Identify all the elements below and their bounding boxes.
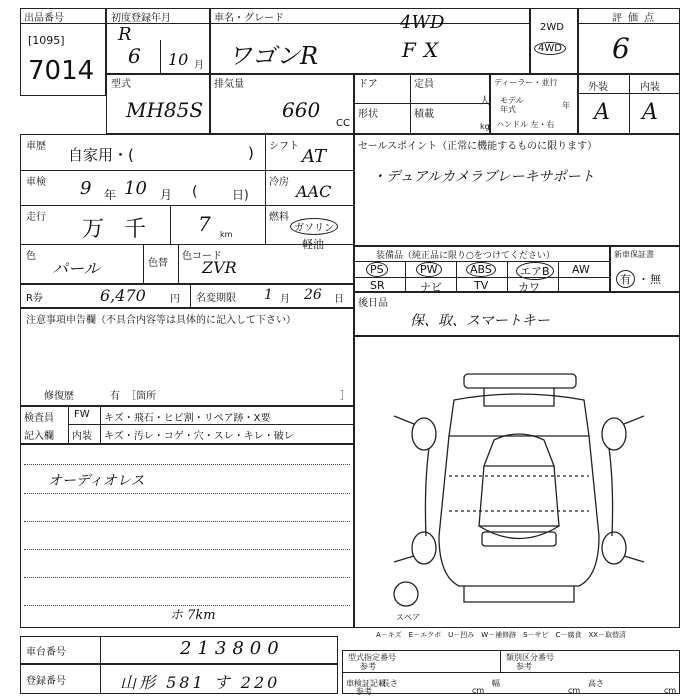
- dealer-year-label: 年式: [500, 105, 516, 114]
- damage-legend: A－キズ E－エクボ U－凹み W－補修跡 S－サビ C－腐食 XX－取替済: [376, 631, 627, 639]
- cooling-value: AAC: [296, 182, 332, 201]
- inspector-in-items: キズ・汚レ・コゲ・穴・スレ・キレ・破レ: [104, 431, 294, 442]
- reg-month: 10: [168, 50, 189, 69]
- inspector-in: 内装: [72, 431, 92, 442]
- inspection-day-open: (: [192, 184, 198, 200]
- spec-ref-2: 参考: [516, 662, 532, 671]
- shift-value: AT: [302, 146, 327, 167]
- equip-airbag-circled: エアB: [516, 262, 554, 280]
- inspection-month: 10: [124, 178, 147, 199]
- expiry-month: 1: [264, 287, 273, 303]
- history-value: 自家用・(: [68, 146, 134, 164]
- car-label: 車名・グレード: [214, 13, 284, 24]
- reg-year: 6: [128, 44, 141, 68]
- reg-month-unit: 月: [194, 60, 204, 71]
- equip-sr: SR: [370, 279, 385, 292]
- repair-bracket: ［箇所: [126, 391, 156, 402]
- int-label: 内装: [640, 82, 660, 93]
- spec-length-cm: cm: [472, 686, 485, 695]
- repair-close: ］: [340, 391, 350, 402]
- recycle-label: R券: [26, 293, 43, 304]
- cap-unit: 人: [480, 96, 490, 107]
- ext-label: 外装: [588, 82, 608, 93]
- spec-class-label: 類別区分番号: [506, 653, 554, 662]
- recycle-value: 6,470: [100, 286, 146, 305]
- disp-value: 660: [282, 98, 321, 122]
- spare-label: スペア: [396, 613, 420, 622]
- load-label: 積載: [414, 109, 434, 120]
- fuel-label: 燃料: [269, 212, 289, 223]
- inspector-label-2: 記入欄: [24, 431, 54, 442]
- spec-width: 幅: [492, 679, 500, 688]
- cooling-label: 冷房: [269, 177, 289, 188]
- expiry-day-unit: 日: [334, 294, 344, 305]
- equip-abs-circled: ABS: [466, 262, 496, 277]
- inspection-label: 車検: [26, 177, 46, 188]
- mileage-unit: km: [220, 230, 233, 239]
- plate-value: 山形 581 す 220: [120, 673, 281, 692]
- score-label: 評価点: [612, 13, 660, 24]
- car-body-diagram: [354, 336, 680, 628]
- inspection-day-unit: 日): [232, 188, 249, 202]
- mileage-value: 7: [198, 212, 211, 236]
- chassis-label: 車台番号: [26, 647, 66, 658]
- spec-length: 長さ: [382, 679, 398, 688]
- equip-pw-circled: PW: [416, 262, 442, 277]
- mileage-sen: 千: [124, 217, 147, 242]
- equip-label: 装備品（純正品に限り○をつけてください）: [376, 251, 555, 261]
- sales-value: ・デュアルカメラブレーキサポート: [372, 169, 595, 185]
- car-drive: 4WD: [400, 12, 445, 33]
- dealer-handle: ハンドル 左・右: [496, 120, 555, 129]
- ext-value: A: [594, 100, 610, 125]
- inspection-year: 9: [80, 178, 92, 199]
- chassis-box: [20, 636, 338, 664]
- expiry-label: 名変期限: [196, 293, 236, 304]
- spec-ref-3: 参考: [356, 687, 372, 696]
- remarks-line-1: オーディオレス: [48, 473, 145, 489]
- int-value: A: [642, 100, 658, 125]
- fuel-diesel: 軽油: [302, 238, 324, 251]
- dealer-year-unit: 年: [562, 101, 570, 110]
- sales-label: セールスポイント（正常に機能するものに限ります）: [358, 141, 598, 152]
- model-value: MH85S: [126, 98, 204, 122]
- inspector-fw-items: キズ・飛石・ヒビ割・リペア跡・X要: [104, 413, 271, 424]
- spec-model-label: 型式指定番号: [348, 653, 396, 662]
- equip-tv: TV: [474, 279, 489, 292]
- warranty-sep: ・: [638, 273, 649, 286]
- equip-leather: カワ: [518, 281, 540, 294]
- inspection-year-unit: 年: [104, 188, 117, 202]
- repair-label: 修復歴: [44, 391, 74, 402]
- warranty-label: 新車保証書: [614, 250, 654, 259]
- inspection-month-unit: 月: [160, 188, 173, 202]
- drive-box: [530, 8, 578, 74]
- shift-label: シフト: [269, 141, 299, 152]
- warranty-yes-circled: 有: [616, 270, 635, 288]
- equip-aw: AW: [572, 263, 590, 276]
- expiry-day: 26: [304, 287, 322, 303]
- color-code: ZVR: [202, 258, 237, 277]
- mileage-man: 万: [82, 217, 105, 242]
- drive-4wd-circled: 4WD: [534, 42, 566, 55]
- history-label: 車歴: [26, 141, 46, 152]
- reg-era: R: [118, 24, 132, 45]
- shape-label: 形状: [358, 109, 378, 120]
- history-close: ): [248, 144, 254, 162]
- dealer-label: ディーラー・並行: [494, 78, 558, 87]
- reg-label: 初度登録年月: [111, 13, 171, 24]
- lot-number: 7014: [28, 56, 95, 86]
- spec-dims-label: 車検証記載: [346, 679, 386, 688]
- lot-label: 出品番号: [24, 13, 64, 24]
- remarks-line-2: ホ 7km: [170, 608, 216, 623]
- expiry-month-unit: 月: [280, 294, 290, 305]
- plate-label: 登録番号: [26, 676, 66, 687]
- repair-value: 有: [110, 391, 120, 402]
- lot-ref: [1095]: [28, 34, 65, 47]
- chassis-value: 213800: [180, 638, 285, 659]
- inspector-label-1: 検査員: [24, 413, 54, 424]
- spec-ref-1: 参考: [360, 662, 376, 671]
- disp-unit: CC: [336, 118, 350, 129]
- score-value: 6: [612, 32, 630, 65]
- car-grade: FX: [402, 38, 447, 62]
- recycle-unit: 円: [170, 294, 180, 305]
- disp-label: 排気量: [214, 79, 244, 90]
- color-value: パール: [52, 259, 100, 278]
- cap-label: 定員: [414, 79, 434, 90]
- rear-fit-value: 保、取、スマートキー: [410, 313, 550, 329]
- load-unit: kg: [480, 122, 490, 131]
- spec-width-cm: cm: [568, 686, 581, 695]
- model-label: 型式: [111, 79, 131, 90]
- fuel-gas-circled: ガソリン: [290, 218, 338, 235]
- notes-label: 注意事項申告欄（不具合内容等は具体的に記入して下さい）: [26, 315, 296, 326]
- mileage-label: 走行: [26, 212, 46, 223]
- color-change-label: 色替: [148, 258, 168, 269]
- equip-ps-circled: PS: [366, 262, 388, 277]
- spec-height: 高さ: [588, 679, 604, 688]
- inspector-fw: FW: [74, 409, 90, 420]
- dealer-model: モデル: [500, 96, 524, 105]
- drive-2wd: 2WD: [540, 22, 564, 33]
- warranty-no: 無: [650, 273, 661, 286]
- spec-height-cm: cm: [664, 686, 677, 695]
- color-label: 色: [26, 251, 36, 262]
- color-code-label: 色コード: [182, 251, 222, 262]
- car-name: ワゴンR: [228, 42, 319, 70]
- equip-navi: ナビ: [420, 281, 442, 294]
- door-label: ドア: [358, 79, 378, 90]
- rear-fit-label: 後日品: [358, 298, 388, 309]
